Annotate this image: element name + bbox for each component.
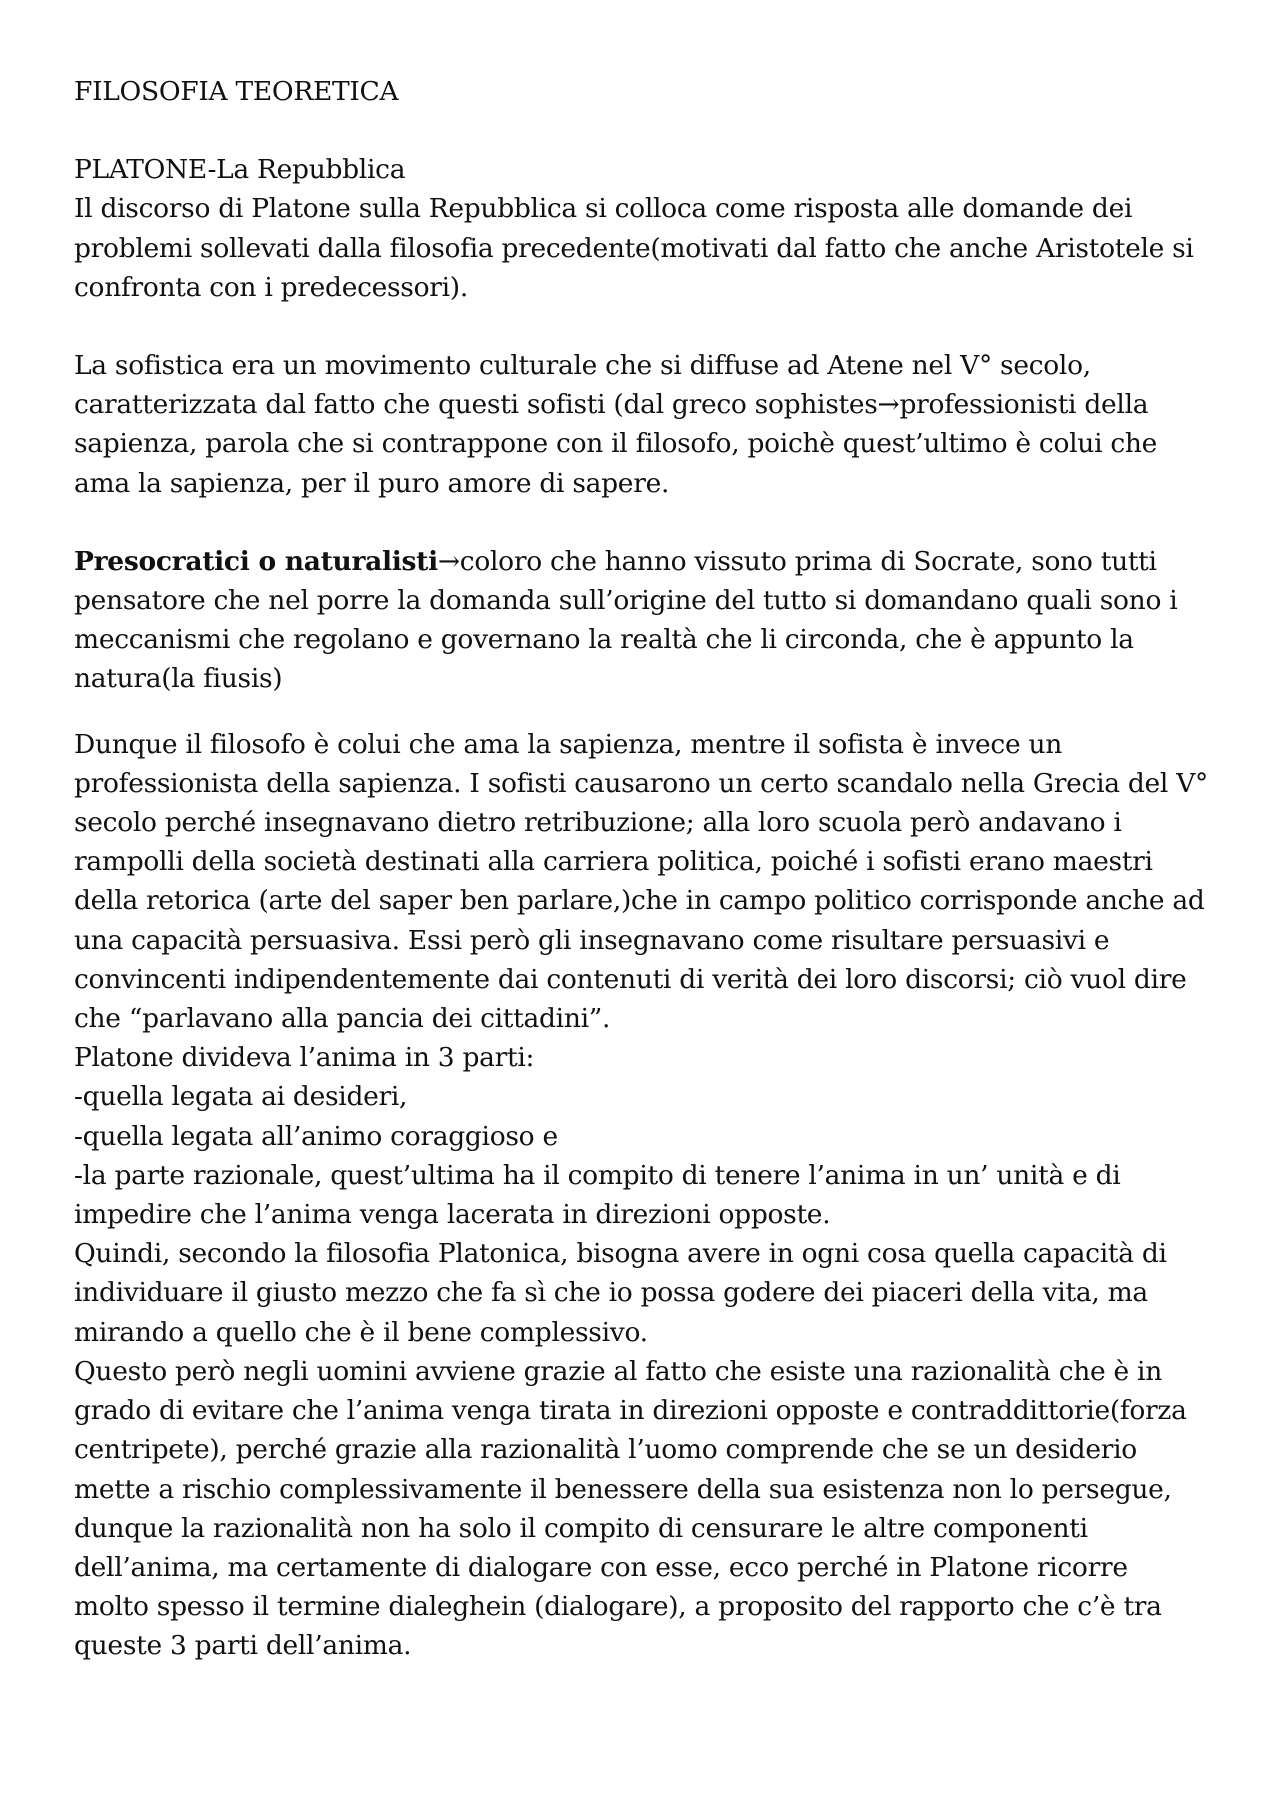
spacer [74, 503, 1214, 542]
spacer [74, 111, 1214, 150]
dunque-paragraph: Dunque il filosofo è colui che ama la sapienza, mentre il sofista è invece un professionista della sapienza. I sofisti causarono un certo scandalo nella Grecia del V° secolo perché insegnavano dietro retribuzione; alla loro scuola però andavano i rampolli della società destinati alla carriera politica, poiché i sofisti erano maestri della retorica (arte del saper ben parlare,)che in campo politico corrisponde anche ad una capacità persuasiva. Essi però gli insegnavano come risultare persuasivi e convincenti indipendentemente dai contenuti di verità dei loro discorsi; ciò vuol dire che “parlavano alla pancia dei cittadini”. Platone divideva l’anima in 3 parti: -quella legata ai desideri, -quella legata all’animo coraggioso e -la parte razionale, quest’ultima ha il compito di tenere l’anima in un’ unità e di impedire che l’anima venga lacerata in direzioni opposte. Quindi, secondo la filosofia Platonica, bisogna avere in ogni cosa quella capacità di individuare il giusto mezzo che fa sì che io possa godere dei piaceri della vita, ma mirando a quello che è il bene complessivo. Questo però negli uomini avviene grazie al fatto che esiste una razionalità che è in grado di evitare che l’anima venga tirata in direzioni opposte e contraddittorie(forza centripete), perché grazie alla razionalità l’uomo comprende che se un desiderio mette a rischio complessivamente il benessere della sua esistenza non lo persegue, dunque la razionalità non ha solo il compito di censurare le altre componenti dell’anima, ma certamente di dialogare con esse, ecco perché in Platone ricorre molto spesso il termine dialeghein (dialogare), a proposito del rapporto che c’è tra queste 3 parti dell’anima. [74, 728, 1208, 1662]
intro-paragraph: Il discorso di Platone sulla Repubblica si colloca come risposta alle domande dei problemi sollevati dalla filosofia precedente(motivati dal fatto che anche Aristotele si confronta con i predecessori). [74, 193, 1194, 303]
document-title: FILOSOFIA TEORETICA [74, 76, 399, 107]
presocratici-text: →coloro che hanno vissuto prima di Socrate, sono tutti pensatore che nel porre la domanda sull’origine del tutto si domandano quali sono i meccanismi che regolano e governano la realtà che li circonda, che è appunto la natura(la fiusis) [74, 545, 1178, 695]
section-title: PLATONE-La Repubblica [74, 154, 406, 186]
document-page [74, 72, 1214, 1666]
presocratici-paragraph [74, 542, 1214, 699]
sofistica-paragraph: La sofistica era un movimento culturale che si diffuse ad Atene nel V° secolo, caratterizzata dal fatto che questi sofisti (dal greco sophistes→professionisti della sapienza, parola che si contrappone con il filosofo, poichè quest’ultimo è colui che ama la sapienza, per il puro amore di sapere. [74, 350, 1158, 499]
spacer [74, 307, 1214, 346]
presocratici-term: Presocratici o naturalisti [74, 545, 438, 577]
spacer [74, 699, 1214, 725]
